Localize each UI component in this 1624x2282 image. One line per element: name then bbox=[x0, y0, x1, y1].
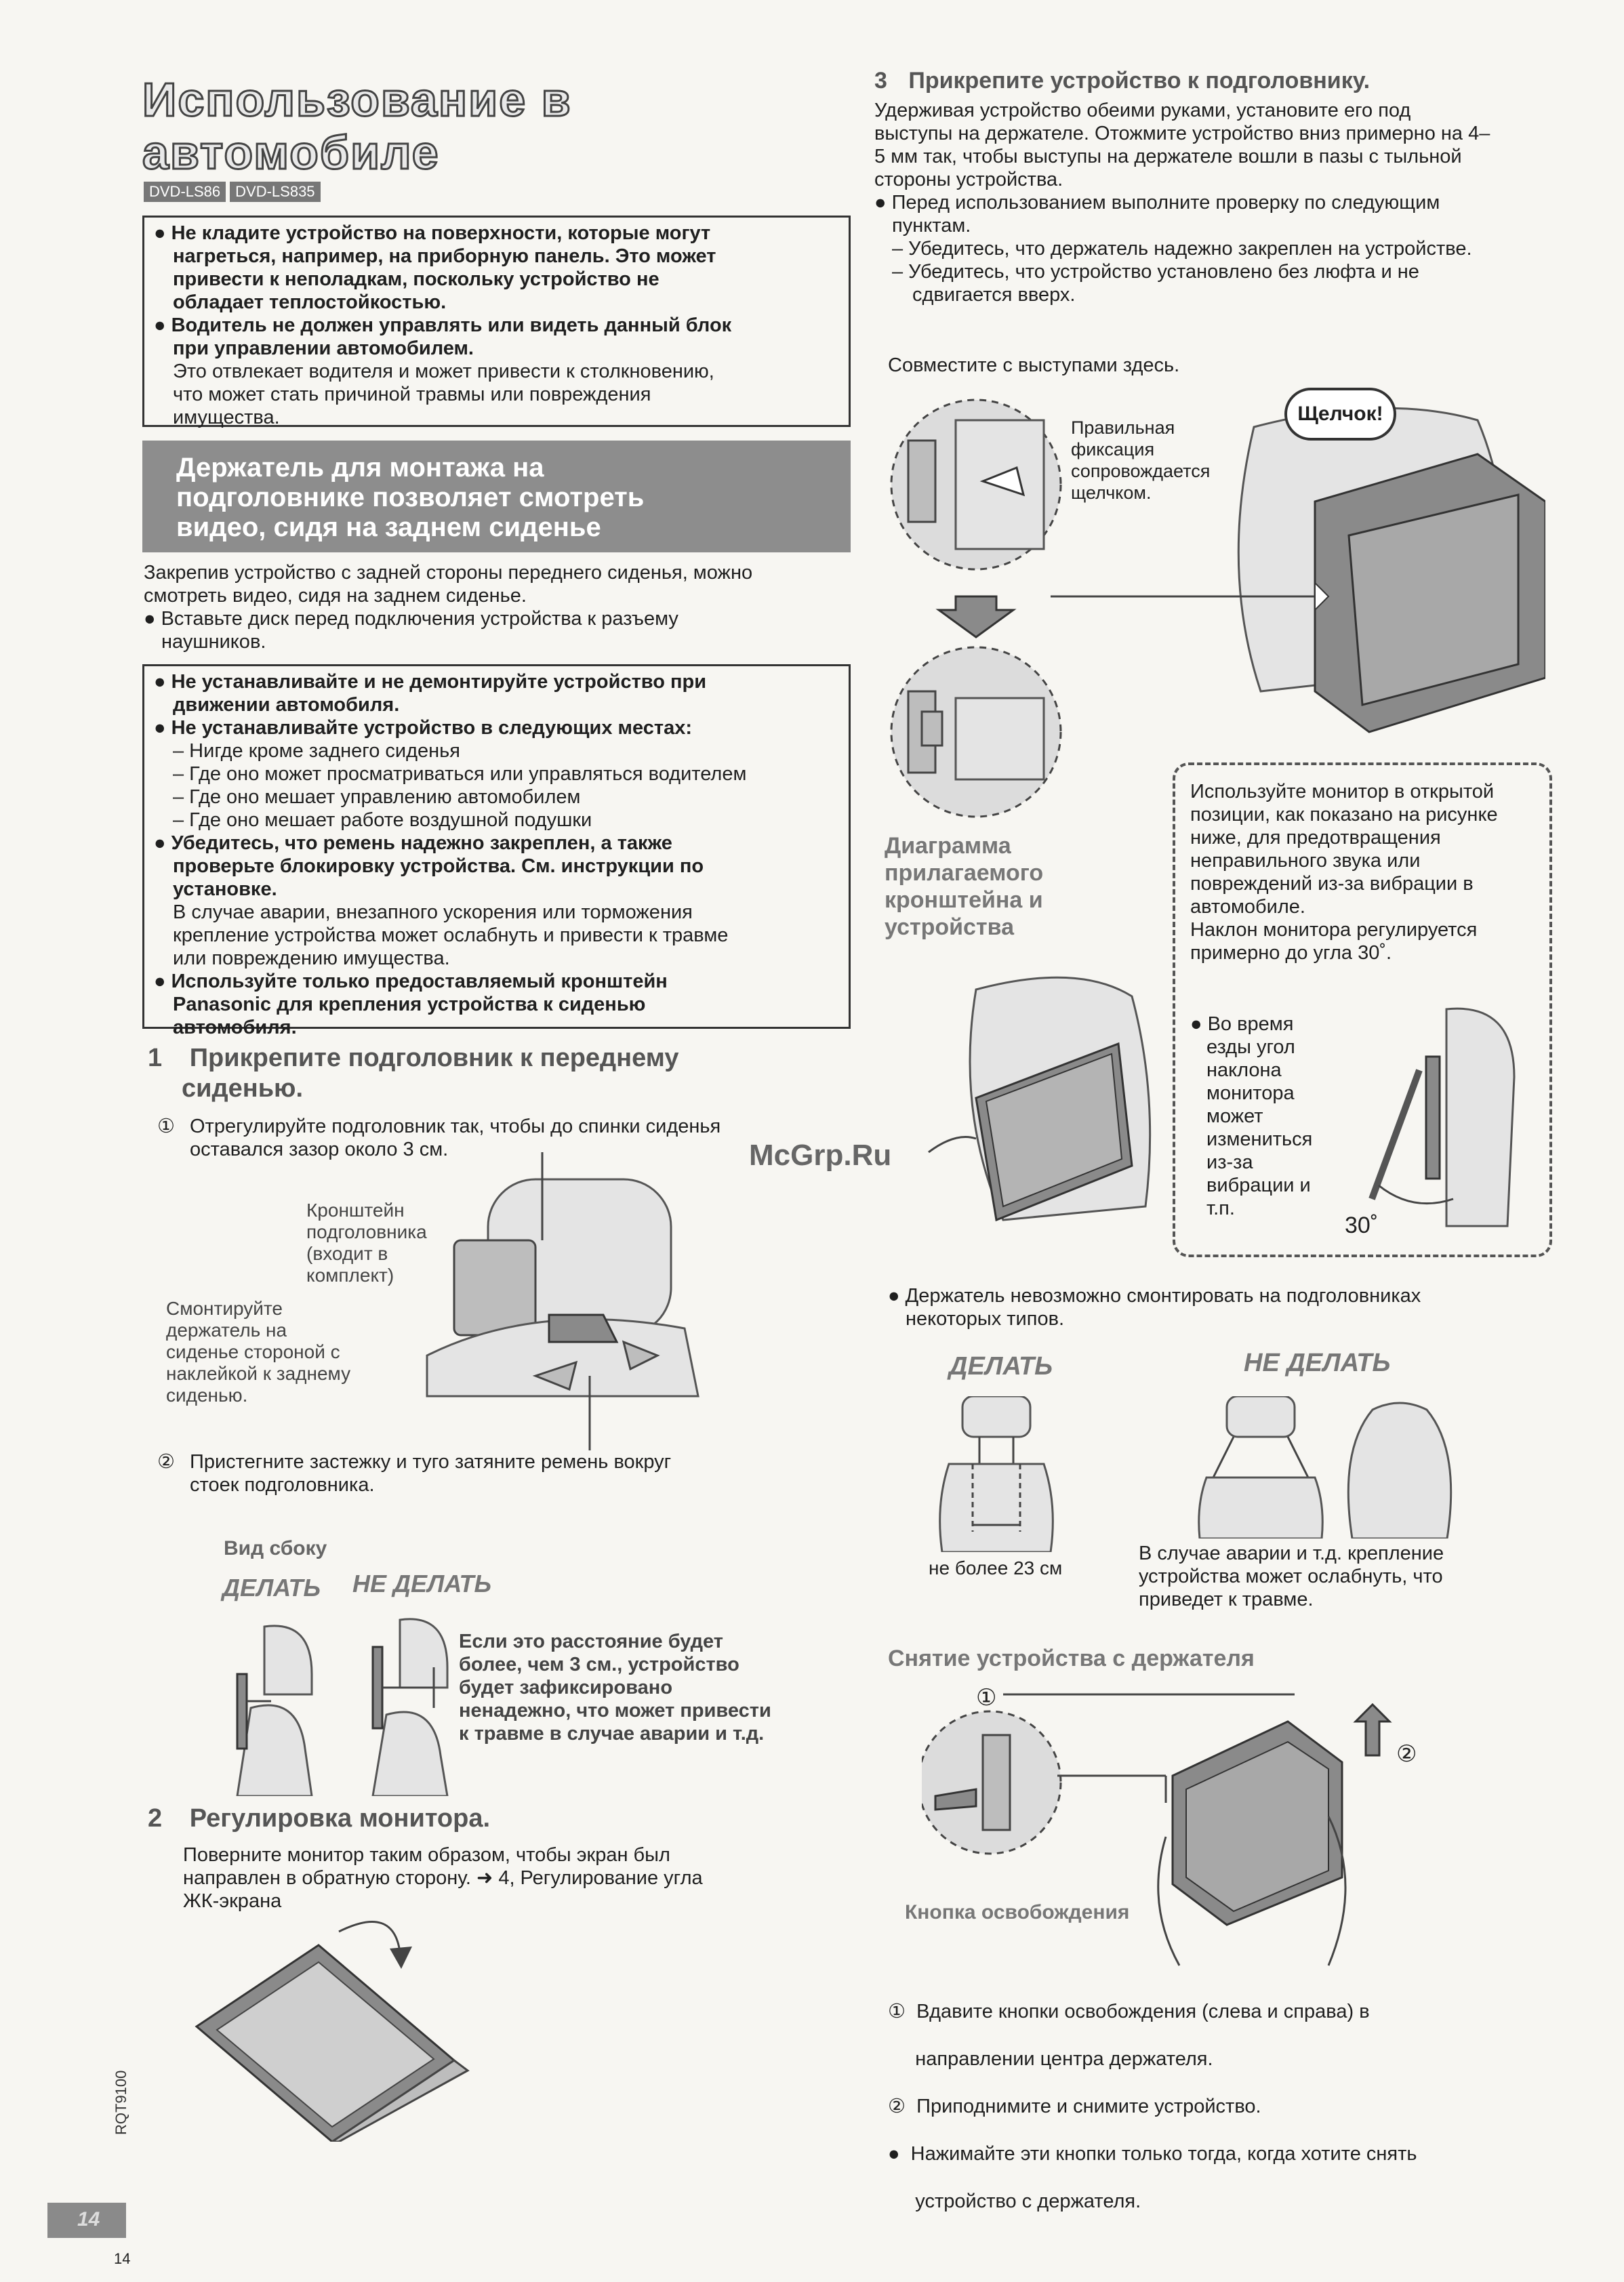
vibration-note-line: вибрации и bbox=[1206, 1175, 1311, 1196]
monitor-tilt-illustration bbox=[1345, 996, 1548, 1240]
warning2-line: Panasonic для крепления устройства к сиденью bbox=[173, 994, 646, 1015]
warning2-line: движении автомобиля. bbox=[173, 694, 400, 716]
cannot-mount-line: некоторых типов. bbox=[906, 1308, 1065, 1330]
step3-number: 3 bbox=[874, 68, 887, 94]
step1-title-1: Прикрепите подголовник к переднему bbox=[189, 1044, 679, 1072]
step3-text-line: – Убедитесь, что держатель надежно закреплен на устройстве. bbox=[892, 238, 1472, 260]
warning2-line: ● Не устанавливайте и не демонтируйте устройство при bbox=[154, 671, 707, 693]
warning1-line: обладает теплостойкостью. bbox=[173, 291, 447, 313]
step1-item2-line: Пристегните застежку и туго затяните ремень вокруг bbox=[190, 1451, 672, 1473]
step3-text-line: ● Перед использованием выполните проверку по следующим bbox=[874, 192, 1440, 213]
compat-dont-illustration-2 bbox=[1332, 1396, 1467, 1539]
banner-line: видео, сидя на заднем сиденье bbox=[176, 512, 601, 542]
distance-note-line: будет зафиксировано bbox=[459, 1677, 673, 1698]
step1-number: 1 bbox=[148, 1044, 163, 1072]
vibration-note-line: т.п. bbox=[1206, 1198, 1235, 1219]
warning2-line: ● Используйте только предоставляемый кронштейн bbox=[154, 971, 668, 992]
dashed-note-line: Используйте монитор в открытой bbox=[1190, 781, 1495, 802]
step3-text-line: сдвигается вверх. bbox=[912, 284, 1076, 306]
step3-text-line: выступы на держателе. Отожмите устройство вниз примерно на 4– bbox=[874, 123, 1490, 144]
vibration-note-line: ● Во время bbox=[1190, 1013, 1294, 1035]
warning-box-2 bbox=[142, 664, 851, 1038]
side-view-do: ДЕЛАТЬ bbox=[222, 1574, 321, 1602]
page-box bbox=[47, 2203, 126, 2238]
accident-note bbox=[1139, 1542, 1444, 1611]
accident-note-line: приведет к травме. bbox=[1139, 1589, 1314, 1610]
headrest-bracket-illustration bbox=[400, 1152, 712, 1450]
side-view-label: Вид сбоку bbox=[224, 1537, 327, 1560]
dashed-note-box bbox=[1173, 762, 1552, 1257]
removal-marker-2: ② bbox=[1396, 1741, 1417, 1767]
mount-label bbox=[166, 1298, 350, 1406]
max-23-label: не более 23 см bbox=[929, 1557, 1063, 1578]
intro-line: наушников. bbox=[161, 631, 266, 653]
side-view-dont: НЕ ДЕЛАТЬ bbox=[352, 1570, 492, 1597]
step3-text-line: стороны устройства. bbox=[874, 169, 1063, 190]
accident-note-line: устройства может ослабнуть, что bbox=[1139, 1566, 1443, 1587]
step3-heading bbox=[874, 68, 1370, 94]
warning2-line: – Где оно мешает управлению автомобилем bbox=[173, 786, 581, 808]
page-box-number: 14 bbox=[77, 2208, 100, 2230]
intro-text bbox=[144, 561, 852, 653]
compat-dont: НЕ ДЕЛАТЬ bbox=[1244, 1349, 1391, 1377]
mount-label-line: держатель на bbox=[166, 1320, 287, 1341]
warning2-line: автомобиля. bbox=[173, 1017, 297, 1038]
bracket-label-line: (входит в bbox=[306, 1243, 388, 1264]
warning2-line: В случае аварии, внезапного ускорения или торможения bbox=[173, 901, 693, 923]
side-view-do-illustration bbox=[224, 1613, 332, 1796]
warning2-line: крепление устройства может ослабнуть и привести к травме bbox=[173, 924, 729, 946]
step1-item2 bbox=[157, 1450, 672, 1496]
compat-do: ДЕЛАТЬ bbox=[949, 1352, 1053, 1381]
bracket-label-line: Кронштейн bbox=[306, 1200, 405, 1221]
warning2-line: – Нигде кроме заднего сиденья bbox=[173, 740, 460, 762]
removal-step-line: направлении центра держателя. bbox=[888, 2048, 1213, 2070]
removal-title: Снятие устройства с держателя bbox=[888, 1646, 1255, 1671]
step2-title: Регулировка монитора. bbox=[189, 1804, 491, 1833]
distance-note bbox=[459, 1630, 771, 1745]
model-badge-2: DVD-LS835 bbox=[230, 182, 320, 202]
cannot-mount-note bbox=[888, 1284, 1421, 1330]
warning1-line: нагреться, например, на приборную панель. Это может bbox=[173, 245, 716, 267]
diagram-title-line: кронштейна и bbox=[885, 887, 1043, 913]
diagram-title-line: устройства bbox=[885, 914, 1014, 940]
step3-text bbox=[874, 99, 1490, 306]
bracket-device-illustration bbox=[901, 962, 1173, 1234]
dashed-note-line: повреждений из-за вибрации в bbox=[1190, 873, 1474, 895]
removal-step-line: ① Вдавите кнопки освобождения (слева и справа) в bbox=[888, 2001, 1370, 2022]
dashed-note-line: позиции, как показано на рисунке bbox=[1190, 804, 1498, 826]
warning2-line: – Где оно мешает работе воздушной подушки bbox=[173, 809, 592, 831]
step1-item1-line: оставался зазор около 3 см. bbox=[190, 1139, 449, 1160]
cannot-mount-line: ● Держатель невозможно смонтировать на подголовниках bbox=[888, 1285, 1421, 1307]
warning1-line: имущества. bbox=[173, 407, 280, 428]
click-label-line: фиксация bbox=[1071, 439, 1155, 460]
diagram-title bbox=[885, 832, 1043, 941]
banner-line: подголовнике позволяет смотреть bbox=[176, 483, 645, 512]
vibration-note-line: наклона bbox=[1206, 1059, 1282, 1081]
monitor-rotate-illustration bbox=[169, 1904, 549, 2142]
release-button-label: Кнопка освобождения bbox=[905, 1901, 1130, 1923]
warning2-line: или повреждению имущества. bbox=[173, 948, 450, 969]
removal-illustration bbox=[922, 1681, 1478, 1979]
step2-text-line: направлен в обратную сторону. ➜ 4, Регулирование угла bbox=[183, 1867, 703, 1889]
mount-label-line: сиденье стороной с bbox=[166, 1341, 340, 1362]
step3-title: Прикрепите устройство к подголовнику. bbox=[908, 68, 1371, 94]
warning1-line: привести к неполадкам, поскольку устройство не bbox=[173, 268, 659, 290]
click-bubble bbox=[1284, 388, 1396, 441]
step3-text-line: пунктам. bbox=[892, 215, 971, 237]
step3-text-line: Удерживая устройство обеими руками, установите его под bbox=[874, 100, 1411, 121]
warning2-line: ● Убедитесь, что ремень надежно закреплен, а также bbox=[154, 832, 672, 854]
step2-number: 2 bbox=[148, 1804, 163, 1833]
removal-step-line: устройство с держателя. bbox=[888, 2191, 1141, 2212]
step1-item1-line: Отрегулируйте подголовник так, чтобы до спинки сиденья bbox=[190, 1116, 721, 1137]
bracket-label-line: подголовника bbox=[306, 1221, 427, 1242]
page-title bbox=[142, 73, 572, 179]
distance-note-line: Если это расстояние будет bbox=[459, 1631, 723, 1652]
distance-note-line: более, чем 3 см., устройство bbox=[459, 1654, 739, 1675]
removal-step-line: ● Нажимайте эти кнопки только тогда, когда хотите снять bbox=[888, 2143, 1417, 2165]
vibration-note-line: монитора bbox=[1206, 1082, 1295, 1104]
vibration-note-line: из-за bbox=[1206, 1152, 1253, 1173]
model-badge-1: DVD-LS86 bbox=[144, 182, 226, 202]
align-label: Совместите с выступами здесь. bbox=[888, 354, 1180, 376]
vibration-note-line: езды угол bbox=[1206, 1036, 1295, 1058]
accident-note-line: В случае аварии и т.д. крепление bbox=[1139, 1543, 1444, 1564]
removal-steps bbox=[888, 1976, 1417, 2225]
warning1-line: что может стать причиной травмы или повреждения bbox=[173, 384, 651, 405]
warning1-line: при управлении автомобилем. bbox=[173, 338, 474, 359]
step2-text bbox=[183, 1843, 703, 1913]
removal-step-line: ② Приподнимите и снимите устройство. bbox=[888, 2096, 1261, 2117]
step2-heading bbox=[148, 1804, 490, 1833]
step1-item2-num: ② bbox=[157, 1451, 175, 1473]
distance-note-line: к травме в случае аварии и т.д. bbox=[459, 1723, 765, 1745]
step1-heading bbox=[148, 1044, 679, 1073]
click-label-line: щелчком. bbox=[1071, 483, 1152, 503]
model-badges bbox=[144, 182, 325, 202]
mount-label-line: сиденью. bbox=[166, 1385, 248, 1406]
removal-marker-1: ① bbox=[976, 1685, 997, 1711]
step1-item2-line: стоек подголовника. bbox=[190, 1474, 375, 1496]
angle-label: 30˚ bbox=[1345, 1213, 1379, 1238]
warning1-line: ● Не кладите устройство на поверхности, которые могут bbox=[154, 222, 711, 244]
diagram-title-line: Диаграмма bbox=[885, 833, 1011, 859]
dashed-note-line: ниже, для предотвращения bbox=[1190, 827, 1441, 849]
watermark: McGrp.Ru bbox=[749, 1139, 892, 1172]
vibration-note bbox=[1190, 1013, 1312, 1220]
banner-line: Держатель для монтажа на bbox=[176, 453, 544, 483]
compat-do-illustration bbox=[922, 1396, 1071, 1552]
step3-text-line: – Убедитесь, что устройство установлено без люфта и не bbox=[892, 261, 1419, 283]
step1-item1-num: ① bbox=[157, 1116, 175, 1137]
side-view-dont-illustration bbox=[359, 1606, 468, 1796]
warning2-line: установке. bbox=[173, 878, 277, 900]
diagram-title-line: прилагаемого bbox=[885, 860, 1044, 886]
step2-text-line: Поверните монитор таким образом, чтобы экран был bbox=[183, 1844, 670, 1866]
warning1-line: Это отвлекает водителя и может привести к столкновению, bbox=[173, 361, 714, 382]
compat-dont-illustration-1 bbox=[1193, 1396, 1328, 1539]
title-line-2: автомобиле bbox=[142, 126, 440, 179]
step3-text-line: 5 мм так, чтобы выступы на держателе вошли в пазы с тыльной bbox=[874, 146, 1462, 167]
intro-line: смотреть видео, сидя на заднем сиденье. bbox=[144, 585, 527, 607]
bracket-label-line: комплект) bbox=[306, 1265, 394, 1286]
intro-line: Закрепив устройство с задней стороны переднего сиденья, можно bbox=[144, 562, 753, 584]
intro-line: ● Вставьте диск перед подключения устройства к разъему bbox=[144, 608, 678, 630]
warning2-line: – Где оно может просматриваться или управляться водителем bbox=[173, 763, 747, 785]
step2-text-line: ЖК-экрана bbox=[183, 1890, 282, 1912]
section-banner bbox=[142, 441, 851, 552]
click-label-line: Правильная bbox=[1071, 417, 1175, 438]
dashed-note-line: неправильного звука или bbox=[1190, 850, 1421, 872]
doc-code: RQT9100 bbox=[113, 2070, 129, 2135]
dashed-note-line: Наклон монитора регулируется bbox=[1190, 919, 1478, 941]
click-bubble-text: Щелчок! bbox=[1297, 403, 1383, 425]
vibration-note-line: измениться bbox=[1206, 1128, 1313, 1150]
distance-note-line: ненадежно, что может привести bbox=[459, 1700, 771, 1721]
vibration-note-line: может bbox=[1206, 1105, 1263, 1127]
warning2-line: проверьте блокировку устройства. См. инструкции по bbox=[173, 855, 704, 877]
headrest-attach-illustration bbox=[1044, 380, 1545, 759]
page-number: 14 bbox=[114, 2250, 131, 2267]
title-line-1: Использование в bbox=[142, 73, 572, 126]
dashed-note-line: автомобиле. bbox=[1190, 896, 1305, 918]
dashed-note bbox=[1190, 780, 1498, 964]
warning-box-1 bbox=[142, 216, 851, 427]
click-label-line: сопровождается bbox=[1071, 461, 1211, 481]
step1-item1 bbox=[157, 1115, 721, 1160]
mount-label-line: Смонтируйте bbox=[166, 1298, 283, 1319]
warning2-line: ● Не устанавливайте устройство в следующих местах: bbox=[154, 717, 693, 739]
step1-title-2: сиденью. bbox=[182, 1074, 304, 1103]
dashed-note-line: примерно до угла 30˚. bbox=[1190, 942, 1392, 964]
warning1-line: ● Водитель не должен управлять или видеть данный блок bbox=[154, 314, 732, 336]
mount-label-line: наклейкой к заднему bbox=[166, 1363, 351, 1384]
